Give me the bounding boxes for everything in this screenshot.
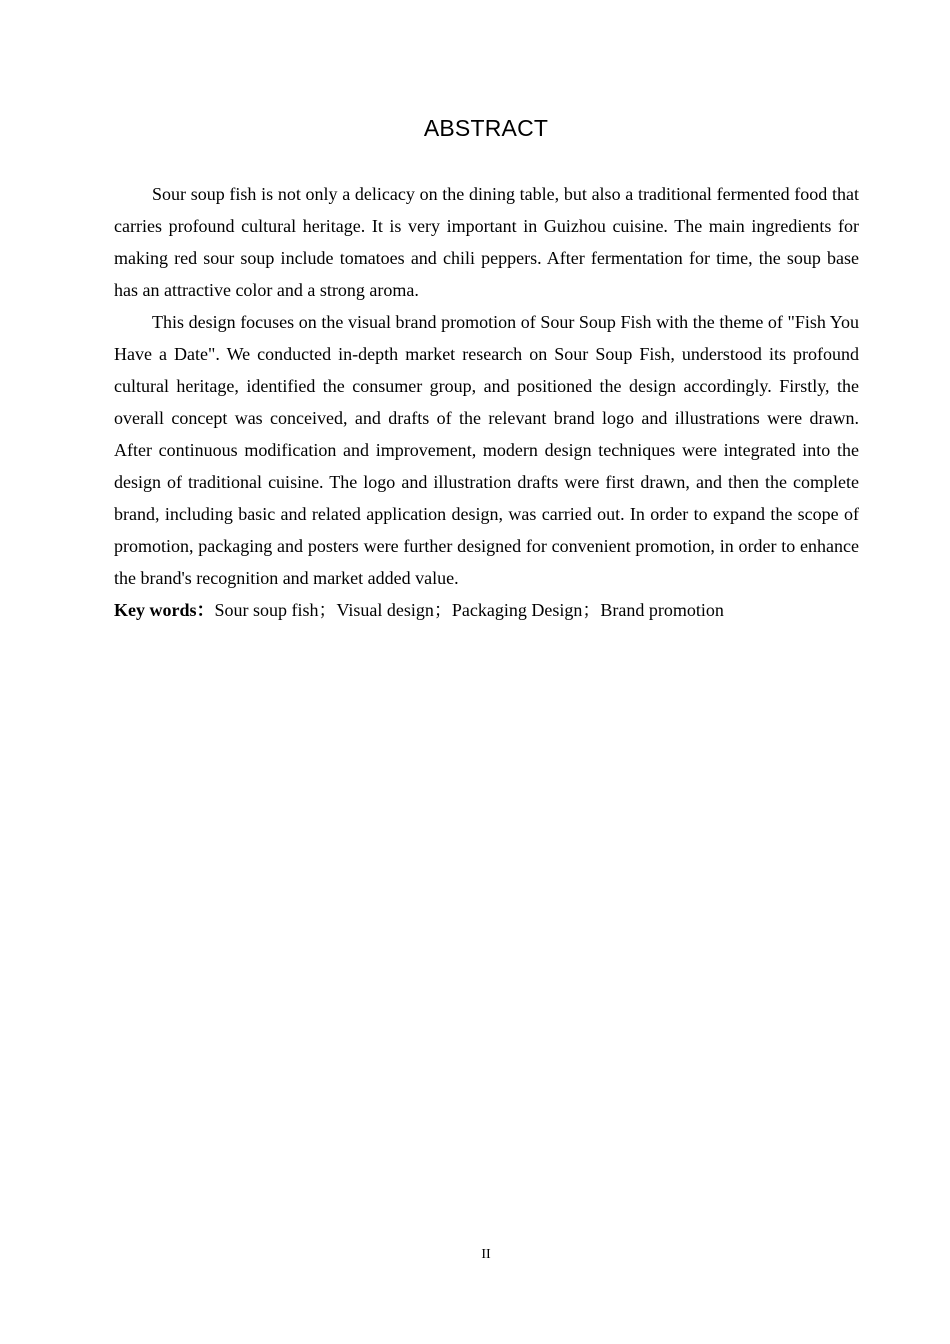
abstract-paragraph-1: Sour soup fish is not only a delicacy on the dining table, but also a traditional fermented food that carries profound cultural heritage. It is very important in Guizhou cuisine. The main ingredients for making red sour soup include tomatoes and chili peppers. After fermentation for time, the soup base has an attractive color and a strong aroma.	[114, 184, 859, 300]
keywords-label: Key words：	[114, 600, 215, 620]
abstract-body	[114, 178, 859, 626]
abstract-paragraph-2: This design focuses on the visual brand promotion of Sour Soup Fish with the theme of "Fish You Have a Date". We conducted in-depth market research on Sour Soup Fish, understood its profound cultural heritage, identified the consumer group, and positioned the design accordingly. Firstly, the overall concept was conceived, and drafts of the relevant brand logo and illustrations were drawn. After continuous modification and improvement, modern design techniques were integrated into the design of traditional cuisine. The logo and illustration drafts were first drawn, and then the complete brand, including basic and related application design, was carried out. In order to expand the scope of promotion, packaging and posters were further designed for convenient promotion, in order to enhance the brand's recognition and market added value.	[114, 312, 859, 588]
keywords-line	[114, 594, 859, 626]
abstract-title: ABSTRACT	[423, 115, 549, 141]
page-number: II	[481, 1247, 491, 1262]
keywords-text: Sour soup fish；Visual design；Packaging Design；Brand promotion	[214, 600, 724, 620]
